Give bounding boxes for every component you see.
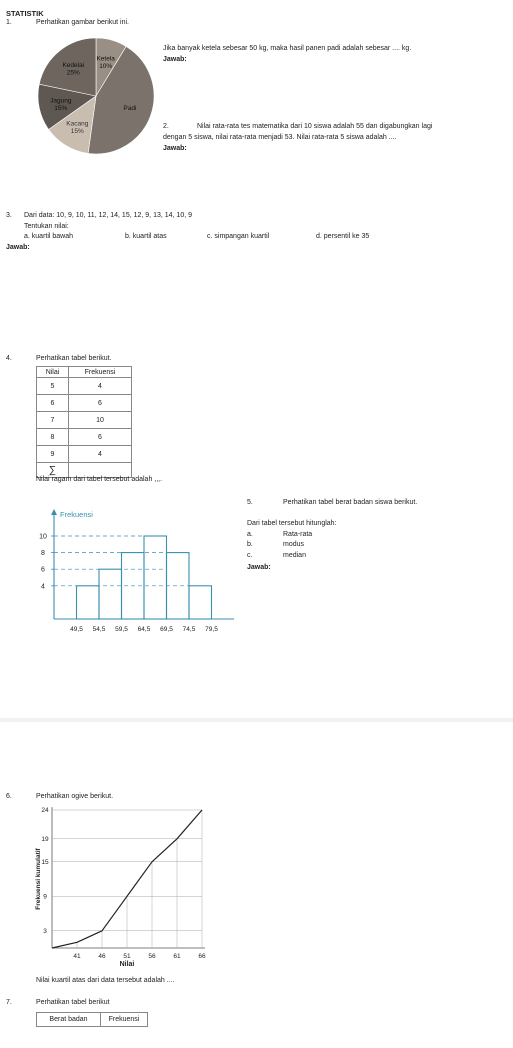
- section-divider: [0, 718, 513, 722]
- y-tick-label: 15: [41, 858, 49, 866]
- q3-subtext: Tentukan nilai:: [24, 223, 69, 230]
- q5-item-b: modus: [283, 541, 305, 548]
- pie-percent: 10%: [99, 62, 113, 70]
- pie-label: Kacang: [66, 120, 89, 128]
- q5-answer-label: Jawab:: [247, 564, 271, 571]
- pie-label: Ketela: [96, 55, 115, 63]
- page-title: STATISTIK: [6, 9, 44, 18]
- q3-option-d: d. persentil ke 35: [316, 233, 370, 240]
- table-row: [37, 378, 132, 395]
- x-tick-label: 64,5: [137, 626, 151, 633]
- q2-answer-label: Jawab:: [163, 145, 187, 152]
- table-header: Frekuensi: [69, 367, 132, 378]
- x-tick-label: 54,5: [92, 626, 106, 633]
- y-axis-label: Frekuensi kumulatif: [35, 848, 42, 910]
- ogive-chart: [35, 807, 236, 975]
- table-cell: 7: [37, 412, 69, 429]
- table-cell: 9: [37, 446, 69, 463]
- x-tick-label: 61: [173, 953, 181, 960]
- table-header: Berat badan: [37, 1013, 101, 1027]
- y-tick-label: 10: [39, 533, 47, 541]
- histogram-bar: [144, 536, 167, 619]
- q1-number: 1.: [6, 19, 12, 26]
- q5-item-b-letter: b.: [247, 541, 253, 548]
- q1-text: Perhatikan gambar berikut ini.: [36, 19, 129, 26]
- y-tick-label: 9: [43, 893, 47, 901]
- q4-question: Nilai ragam dari tabel tersebut adalah ,,,.: [36, 476, 163, 483]
- pie-percent: 15%: [70, 128, 84, 136]
- q3-option-a: a. kuartil bawah: [24, 233, 74, 240]
- x-axis-label: Nilai: [119, 961, 135, 968]
- q2-line1: Nilai rata-rata tes matematika dari 10 siswa adalah 55 dan digabungkan lagi: [197, 123, 433, 130]
- sum-symbol: ∑: [37, 463, 69, 478]
- q5-text: Perhatikan tabel berat badan siswa berikut.: [283, 499, 418, 506]
- table-cell: 6: [37, 395, 69, 412]
- y-tick-label: 24: [41, 807, 49, 814]
- q3-answer-label: Jawab:: [6, 244, 30, 251]
- q6-text: Perhatikan ogive berikut.: [36, 793, 114, 800]
- q5-item-c: median: [283, 552, 306, 559]
- x-tick-label: 51: [123, 953, 131, 960]
- table-header: Nilai: [37, 367, 69, 378]
- y-tick-label: 6: [41, 566, 45, 574]
- table-cell: 4: [69, 446, 132, 463]
- histogram-chart: [30, 505, 245, 640]
- x-tick-label: 66: [198, 953, 206, 960]
- x-tick-label: 74,5: [182, 626, 196, 633]
- histogram-bar: [77, 586, 100, 619]
- q3-option-b: b. kuartil atas: [125, 233, 167, 240]
- q5-item-a-letter: a.: [247, 531, 253, 538]
- q1-answer-label: Jawab:: [163, 56, 187, 63]
- q4-text: Perhatikan tabel berikut.: [36, 355, 112, 362]
- histogram-bar: [99, 569, 122, 619]
- q5-item-a: Rata-rata: [283, 531, 313, 538]
- q7-number: 7.: [6, 999, 12, 1006]
- q3-text: Dari data: 10, 9, 10, 11, 12, 14, 15, 12, 9, 13, 14, 10, 9: [24, 212, 192, 219]
- table-cell: 10: [69, 412, 132, 429]
- q2-line2: dengan 5 siswa, nilai rata-rata menjadi 53. Nilai rata-rata 5 siswa adalah ....: [163, 134, 397, 141]
- q1-question: Jika banyak ketela sebesar 50 kg, maka hasil panen padi adalah sebesar .... kg.: [163, 45, 412, 52]
- pie-label: Jagung: [50, 97, 72, 105]
- x-tick-label: 41: [73, 953, 81, 960]
- x-tick-label: 69,5: [160, 626, 173, 633]
- x-tick-label: 56: [148, 953, 156, 960]
- y-tick-label: 19: [41, 835, 49, 843]
- q3-option-c: c. simpangan kuartil: [207, 233, 270, 240]
- y-tick-label: 3: [43, 927, 47, 935]
- table-cell: 4: [69, 378, 132, 395]
- pie-label: Padi: [123, 105, 137, 113]
- q5-number: 5.: [247, 499, 253, 506]
- q5-subtext: Dari tabel tersebut hitunglah:: [247, 520, 337, 527]
- table-cell: 8: [37, 429, 69, 446]
- y-tick-label: 4: [41, 583, 45, 591]
- histogram-bar: [189, 586, 212, 619]
- table-header: Frekuensi: [101, 1013, 148, 1027]
- y-tick-label: 8: [41, 550, 45, 558]
- table-row: [37, 446, 132, 463]
- x-tick-label: 46: [98, 953, 106, 960]
- table-row: [37, 395, 132, 412]
- y-axis-label: Frekuensi: [60, 510, 93, 519]
- table-row: [37, 412, 132, 429]
- table-cell: 6: [69, 429, 132, 446]
- x-tick-label: 79,5: [205, 626, 218, 633]
- q7-table: [36, 1012, 148, 1027]
- table-cell: 6: [69, 395, 132, 412]
- table-cell: 5: [37, 378, 69, 395]
- q6-number: 6.: [6, 793, 12, 800]
- y-axis-arrow: [51, 509, 57, 515]
- table-row: [37, 429, 132, 446]
- q4-number: 4.: [6, 355, 12, 362]
- x-tick-label: 59,5: [115, 626, 128, 633]
- pie-percent: 25%: [66, 69, 80, 77]
- q5-item-c-letter: c.: [247, 552, 253, 559]
- q7-text: Perhatikan tabel berikut: [36, 999, 110, 1006]
- pie-label: Kedelai: [62, 62, 85, 70]
- pie-percent: 15%: [54, 104, 68, 112]
- pie-chart: [36, 36, 156, 156]
- q6-question: Nilai kuartil atas dari data tersebut adalah ....: [36, 977, 175, 984]
- q4-frequency-table: [36, 366, 132, 478]
- q2-number: 2.: [163, 123, 169, 130]
- x-tick-label: 49,5: [70, 626, 83, 633]
- q3-number: 3.: [6, 212, 12, 219]
